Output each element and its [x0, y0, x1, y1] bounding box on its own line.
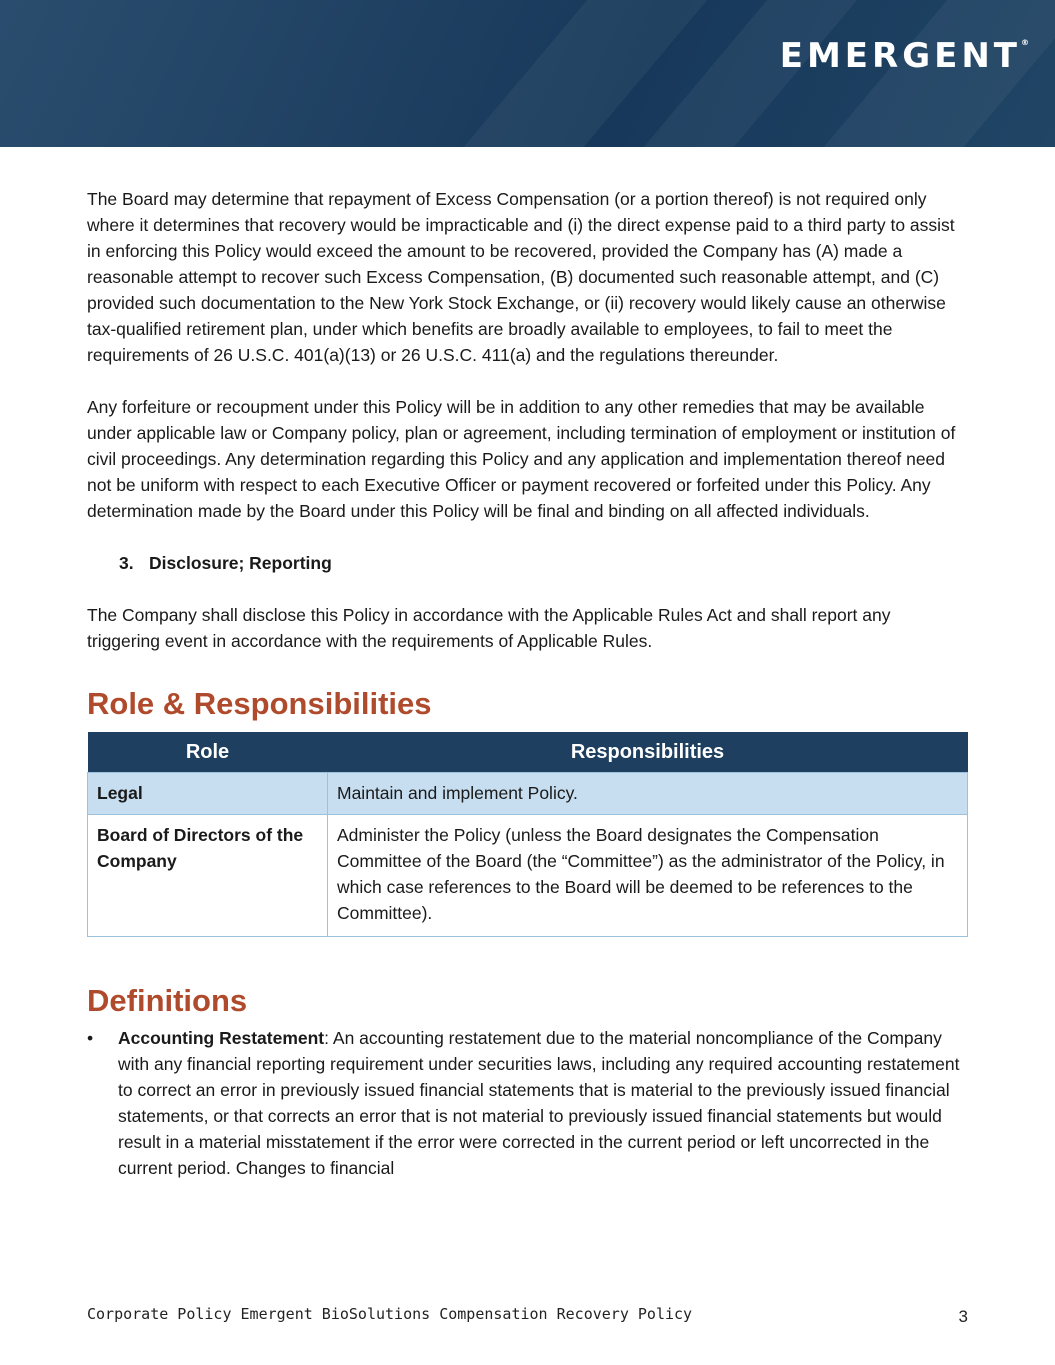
header-banner	[0, 0, 1055, 147]
logo-text: EMERGENT	[779, 36, 1021, 76]
roles-heading: Role & Responsibilities	[87, 686, 432, 721]
page-footer	[87, 1305, 968, 1326]
table-row	[88, 814, 968, 936]
document-body	[87, 186, 967, 1181]
page-number: 3	[958, 1307, 968, 1326]
column-header-responsibilities: Responsibilities	[328, 732, 968, 772]
definition-term: Accounting Restatement	[118, 1027, 325, 1048]
footer-text: Corporate Policy Emergent BioSolutions Compensation Recovery Policy	[87, 1305, 693, 1323]
list-item	[87, 1025, 967, 1181]
responsibility-cell: Administer the Policy (unless the Board designates the Compensation Committee of the Board (the “Committee”) as the administrator of the Policy, in which case references to the Board will be deemed to be references to the Committee).	[328, 814, 968, 936]
paragraph-forfeiture: Any forfeiture or recoupment under this Policy will be in addition to any other remedies that may be available under applicable law or Company policy, plan or agreement, including termination of employment or institution of civil proceedings. Any determination regarding this Policy and any application and implementation thereof need not be uniform with respect to each Executive Officer or payment recovered or forfeited under this Policy. Any determination made by the Board under this Policy will be final and binding on all affected individuals.	[87, 397, 956, 521]
subheading-disclosure	[119, 550, 967, 576]
definitions-list	[87, 1025, 967, 1181]
emergent-logo	[780, 36, 1029, 76]
column-header-role: Role	[88, 732, 328, 772]
table-header-row	[88, 732, 968, 772]
responsibility-cell: Maintain and implement Policy.	[328, 772, 968, 814]
registered-mark: ®	[1021, 38, 1029, 47]
bullet-icon: •	[87, 1027, 94, 1048]
table-row	[88, 772, 968, 814]
role-cell: Board of Directors of the Company	[88, 814, 328, 936]
role-cell: Legal	[88, 772, 328, 814]
roles-table	[87, 732, 968, 937]
definition-text: : An accounting restatement due to the material noncompliance of the Company with any financial reporting requirement under securities laws, including any required accounting restatement to correct an error in previously issued financial statements that is material to the previously issued financial statements, or that corrects an error that is not material to previously issued financial statements but would result in a material misstatement if the error were corrected in the current period or left uncorrected in the current period. Changes to financial	[118, 1027, 960, 1178]
paragraph-disclosure: The Company shall disclose this Policy in accordance with the Applicable Rules Act and shall report any triggering event in accordance with the requirements of Applicable Rules.	[87, 605, 891, 651]
subheading-title: Disclosure; Reporting	[149, 553, 332, 573]
paragraph-repayment-exception: The Board may determine that repayment of Excess Compensation (or a portion thereof) is not required only where it determines that recovery would be impracticable and (i) the direct expense paid to a third party to assist in enforcing this Policy would exceed the amount to be recovered, provided the Company has (A) made a reasonable attempt to recover such Excess Compensation, (B) documented such reasonable attempt, and (C) provided such documentation to the New York Stock Exchange, or (ii) recovery would likely cause an otherwise tax-qualified retirement plan, under which benefits are broadly available to employees, to fail to meet the requirements of 26 U.S.C. 401(a)(13) or 26 U.S.C. 411(a) and the regulations thereunder.	[87, 189, 955, 365]
subheading-number: 3.	[119, 553, 134, 573]
definitions-heading: Definitions	[87, 982, 248, 1018]
